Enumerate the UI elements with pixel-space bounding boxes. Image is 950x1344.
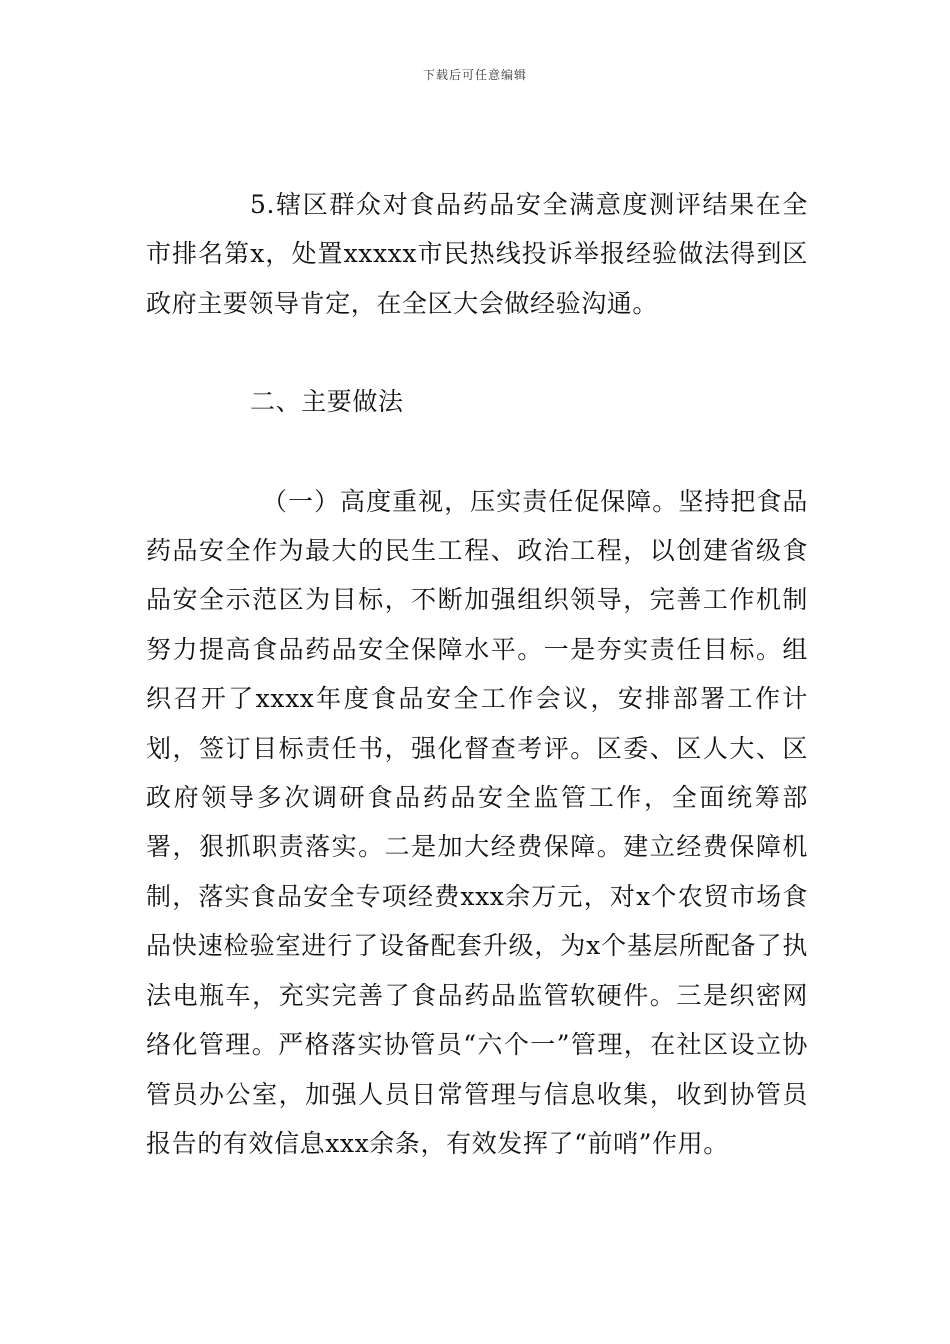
paragraph-responsibility-guarantee: （一）高度重视，压实责任促保障。坚持把食品药品安全作为最大的民生工程、政治工程，以创建省级食品安全示范区为目标，不断加强组织领导，完善工作机制努力提高食品药品安全保障水平。一是夯实责任目标。组织召开了xxxx年度食品安全工作会议，安排部署工作计划，签订目标责任书，强化督查考评。区委、区人大、区政府领导多次调研食品药品安全监管工作，全面统筹部署，狠抓职责落实。二是加大经费保障。建立经费保障机制，落实食品安全专项经费xxx余万元，对x个农贸市场食品快速检验室进行了设备配套升级，为x个基层所配备了执法电瓶车，充实完善了食品药品监管软硬件。三是织密网络化管理。严格落实协管员“六个一”管理，在社区设立协管员办公室，加强人员日常管理与信息收集，收到协管员报告的有效信息xxx余条，有效发挥了“前哨”作用。 xyxy=(146,486,808,1158)
page-header-note: 下载后可任意编辑 xyxy=(422,68,527,82)
section-heading-main-practices: 二、主要做法 xyxy=(250,387,404,417)
paragraph-satisfaction-ranking: 5.辖区群众对食品药品安全满意度测评结果在全市排名第x，处置xxxxx市民热线投诉举报经验做法得到区政府主要领导肯定，在全区大会做经验沟通。 xyxy=(146,190,808,318)
document-body xyxy=(146,180,808,1168)
